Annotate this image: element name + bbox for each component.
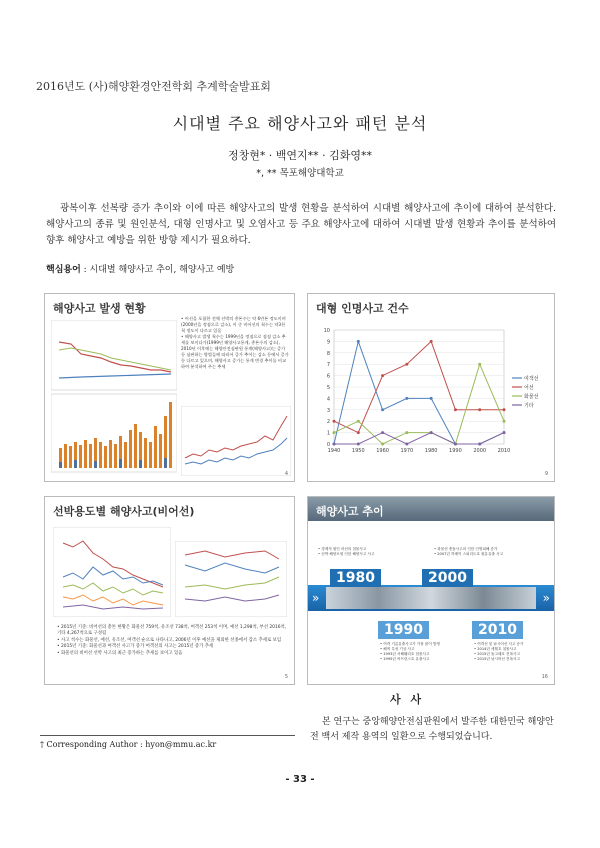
timeline-left-arrow-icon: » <box>312 591 320 605</box>
data-point-화물선 <box>357 420 360 423</box>
legend-label: 기타 <box>524 403 534 409</box>
slide-accident-trends <box>307 496 555 685</box>
era-1990-label: 1990 <box>378 621 429 639</box>
era-1990-bullets: • 여객 기름유출사고가 가장 많이 발생 • 해역 특성 기상 사고 • 1993년 서해훼리호 침몰사고 • 1995년 씨프린스호 유출사고 <box>380 642 440 661</box>
era-1980-label: 1980 <box>330 569 381 587</box>
data-point-기타 <box>405 443 408 446</box>
legend-label: 어선 <box>524 385 534 391</box>
y-tick-label: 10 <box>323 328 330 334</box>
data-point-여객선 <box>430 397 433 400</box>
era-2010-bullets: • 여객선 및 낚시어선 사고 증가 • 2014년 세월호 침몰사고 • 2015년 돌고래호 전복사고 • 2015년 낚시어선 전복사고 <box>474 642 524 661</box>
vessel-type-chart-right <box>175 541 287 617</box>
data-point-화물선 <box>381 443 384 446</box>
data-point-어선 <box>478 408 481 411</box>
data-point-기타 <box>478 443 481 446</box>
y-tick-label: 1 <box>326 430 330 437</box>
data-point-화물선 <box>478 363 481 366</box>
slide-bullets: • 2015년 기준: 비어선의 총톤 현황은 화물선 759척, 유조선 738척, 여객선 253척 이며, 예선 1,298척, 부선 2016척, 기타 4,267척으로 구성됨 • 사고 척수는 화물선, 예선, 유조선, 여객선 순으로 나타나고, 2006년 이후 예선을 제외한 선종에서 감소 추세로 보임 • 2015년 기준: 화물선과 여객선 사고가 증가 여객선의 사고는 2015년 증가 추세 • 화물선의 비어선 선박 사고의 최근 증가하는 추세를 보이고 있음 <box>57 625 287 656</box>
x-tick-label: 1980 <box>424 448 438 454</box>
data-point-화물선 <box>405 431 408 434</box>
x-tick-label: 1960 <box>376 448 389 454</box>
x-tick-label: 2010 <box>497 448 511 454</box>
data-point-어선 <box>357 431 360 434</box>
slide-title: 선박용도별 해양사고(비어선) <box>53 505 195 518</box>
keywords-text: : 시대별 해양사고 추이, 해양사고 예방 <box>80 265 235 275</box>
slide-number: 16 <box>541 674 548 680</box>
data-point-화물선 <box>333 431 336 434</box>
x-tick-label: 1950 <box>351 448 365 454</box>
slide-bullets: • 어선을 포함한 전체 선박의 총톤수는 약 6만톤 정도이며(2000년을 정점으로 감소), 이 중 비어선의 척수는 약3천척 정도이 다르고 있음 • 해양사고 발생 척수는 1999년을 정점으로 점점 감소 추세를 보이다가(1999년 해양사고통계, 총톤수의 감소), 2010년 이후에는 해양안전심판원 통계(해양사고)는 증가 등 심판하는 방법들에 따라서 증가 추이는 감소 등에서 증가 등 다르고 있으며, 해양사고 증가는 통계 변경 추이를 비교하여 분석하여 주는 추세 <box>181 316 289 369</box>
legend-label: 화물선 <box>524 394 539 400</box>
x-tick-label: 1940 <box>327 448 341 454</box>
conference-header: 2016년도 (사)해양환경안전학회 추계학술발표회 <box>36 80 271 93</box>
vessel-type-chart-left <box>53 527 171 617</box>
y-tick-label: 8 <box>326 350 330 357</box>
y-tick-label: 9 <box>326 339 330 346</box>
data-point-어선 <box>454 408 457 411</box>
y-tick-label: 3 <box>326 407 330 414</box>
data-point-기타 <box>430 431 433 434</box>
data-point-화물선 <box>503 420 506 423</box>
y-tick-label: 5 <box>326 385 330 391</box>
data-point-여객선 <box>357 340 360 343</box>
corresponding-author: † Corresponding Author : hyon@mmu.ac.kr <box>40 740 217 749</box>
slide-number: 5 <box>284 674 288 680</box>
slide-number: 9 <box>544 471 548 477</box>
data-point-여객선 <box>405 397 408 400</box>
slide-major-casualties <box>307 293 555 482</box>
data-point-기타 <box>357 443 360 446</box>
casualty-line-chart <box>312 324 550 474</box>
era-2000-label: 2000 <box>422 569 473 587</box>
era-2000-bullets: • 화물선 충돌사고의 인한 인명피해 증가 • 2007년 허베이 스피리트호 원유유출 사고 <box>434 547 504 556</box>
data-point-어선 <box>430 340 433 343</box>
era-1980-bullets: • 경제적 원인 어선의 침몰사고 • 선박 해양오염 인한 해양사고 사고 <box>318 547 375 556</box>
y-tick-label: 2 <box>326 419 330 426</box>
data-point-어선 <box>333 420 336 423</box>
slide-title: 해양사고 추이 <box>316 505 384 518</box>
slide-accident-status <box>44 293 295 482</box>
slide-title: 해양사고 발생 현황 <box>53 302 146 315</box>
slide-title: 대형 인명사고 건수 <box>316 302 409 315</box>
data-point-어선 <box>381 374 384 377</box>
page-number: - 33 - <box>285 774 315 785</box>
era-2010-label: 2010 <box>472 621 523 639</box>
paper-affiliation: *, ** 목포해양대학교 <box>256 168 344 179</box>
data-point-기타 <box>381 431 384 434</box>
data-point-기타 <box>454 443 457 446</box>
y-tick-label: 4 <box>326 396 330 403</box>
data-point-기타 <box>503 431 506 434</box>
slide-number: 4 <box>284 471 288 477</box>
accident-status-charts <box>51 320 177 478</box>
footnote-divider <box>40 735 295 736</box>
slide-vessel-type-accidents <box>44 496 295 685</box>
legend-label: 여객선 <box>524 376 539 382</box>
acknowledgment-title: 사 사 <box>390 693 425 706</box>
y-tick-label: 6 <box>326 373 330 380</box>
paper-authors: 정창현* · 백연지** · 김화영** <box>227 149 373 162</box>
paper-title: 시대별 주요 해양사고와 패턴 분석 <box>172 114 428 133</box>
data-point-여객선 <box>381 408 384 411</box>
keywords-label: 핵심용어 <box>46 265 81 275</box>
paper-abstract: 광복이후 선복량 증가 추이와 이에 따른 해양사고의 발생 현황을 분석하여 시대별 해양사고에 추이에 대하여 분석한다. 해양사고의 종류 및 원인분석, 대형 인명사고 및 오염사고 등 주요 해양사고에 대하여 시대별 발생 현황과 추이를 분석하여 향후 해양사고 예방을 위한 방향 제시가 필요하다. <box>46 203 556 246</box>
acknowledgment-body: 본 연구는 중앙해양안전심판원에서 발주한 대한민국 해양안전 백서 제작 용역의 일환으로 수행되었습니다. <box>310 717 554 742</box>
accident-trend-chart <box>181 406 291 476</box>
data-point-어선 <box>503 408 506 411</box>
y-tick-label: 7 <box>326 362 330 369</box>
x-tick-label: 2000 <box>473 448 487 454</box>
timeline-right-arrow-icon: » <box>542 591 550 605</box>
photo-strip <box>326 587 536 609</box>
keywords <box>46 262 234 275</box>
x-tick-label: 1970 <box>400 448 414 454</box>
data-point-어선 <box>405 363 408 366</box>
y-tick-label: 0 <box>326 442 330 448</box>
x-tick-label: 1990 <box>449 448 462 454</box>
data-point-기타 <box>333 443 336 446</box>
